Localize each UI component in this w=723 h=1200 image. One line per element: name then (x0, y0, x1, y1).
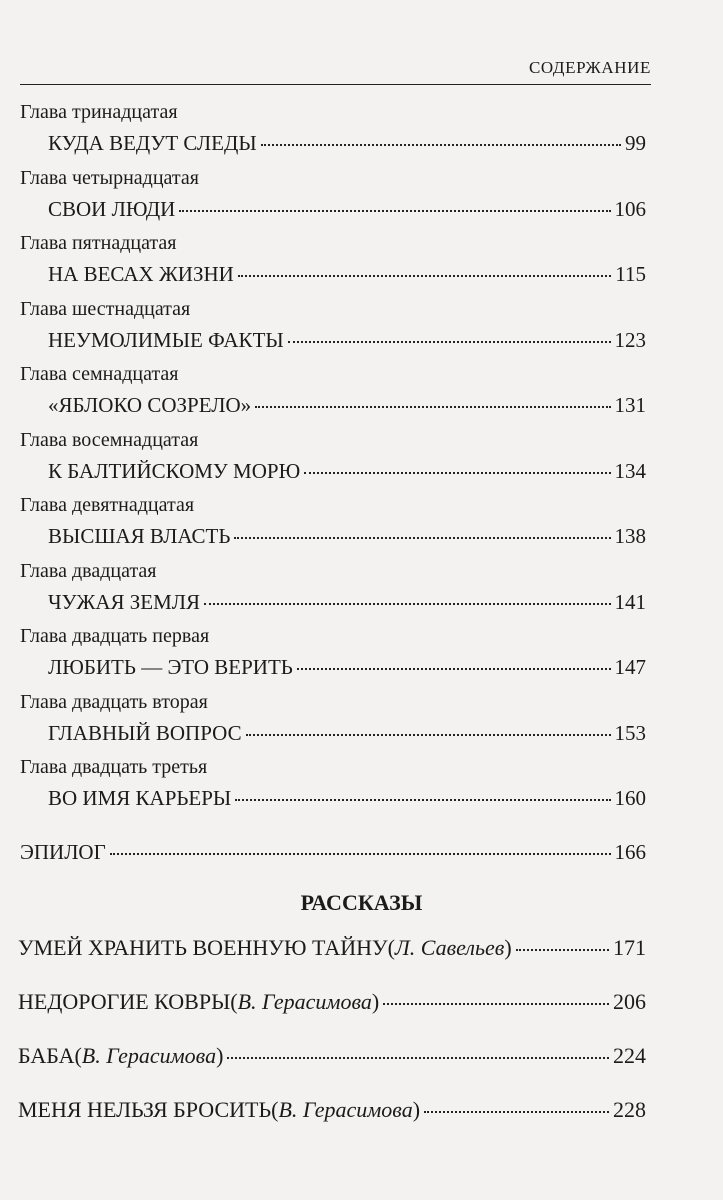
story-author: Л. Савельев (394, 934, 505, 960)
dot-leader (424, 1111, 609, 1113)
page-number: 147 (614, 655, 646, 679)
header-rule (20, 84, 651, 85)
dot-leader (383, 1003, 609, 1005)
dot-leader (234, 537, 610, 539)
chapter-title: ГЛАВНЫЙ ВОПРОС (48, 720, 242, 745)
toc-chapter (0, 755, 723, 821)
page-number: 171 (613, 934, 646, 960)
page-number: 131 (614, 393, 646, 417)
toc-entry (48, 196, 646, 222)
toc-entry (48, 327, 646, 353)
dot-leader (235, 799, 610, 801)
page-number: 224 (613, 1042, 646, 1068)
paren-close: ) (371, 988, 380, 1014)
story-title: БАБА (18, 1042, 75, 1068)
chapter-label: Глава семнадцатая (20, 363, 179, 385)
chapter-label: Глава девятнадцатая (20, 494, 195, 516)
toc-entry (20, 839, 646, 865)
toc-entry (48, 523, 646, 549)
chapter-label: Глава пятнадцатая (20, 232, 177, 254)
toc-chapter (0, 493, 723, 559)
dot-leader (297, 668, 611, 670)
toc-story (0, 929, 723, 983)
chapter-label: Глава двадцать третья (20, 756, 208, 778)
toc-entry (48, 589, 646, 615)
story-author: В. Герасимова (81, 1042, 217, 1068)
story-author: В. Герасимова (237, 988, 372, 1014)
dot-leader (227, 1057, 609, 1059)
page-number: 138 (614, 524, 646, 548)
toc-entry (48, 458, 646, 484)
toc-entry (18, 989, 646, 1015)
stories-heading: РАССКАЗЫ (300, 889, 423, 915)
paren-close: ) (216, 1042, 224, 1068)
dot-leader (238, 275, 611, 277)
chapter-label: Глава восемнадцатая (20, 428, 199, 451)
chapter-label: Глава двадцать вторая (20, 690, 208, 713)
page-number: 206 (613, 988, 646, 1014)
chapter-title: ЛЮБИТЬ — ЭТО ВЕРИТЬ (48, 655, 293, 679)
dot-leader (246, 734, 611, 736)
paren-close: ) (504, 934, 512, 960)
story-author: В. Герасимова (278, 1096, 413, 1122)
dot-leader (204, 603, 610, 605)
page-number: 123 (614, 327, 646, 352)
toc-chapter (0, 624, 723, 690)
paren-open: ( (387, 934, 395, 960)
toc-chapter (0, 166, 723, 232)
toc-entry (48, 785, 646, 811)
story-title: МЕНЯ НЕЛЬЗЯ БРОСИТЬ (18, 1096, 272, 1122)
chapter-title: ВО ИМЯ КАРЬЕРЫ (48, 786, 232, 810)
toc-chapter (0, 690, 723, 756)
chapter-title: СВОИ ЛЮДИ (48, 196, 176, 221)
story-title: НЕДОРОГИЕ КОВРЫ (18, 988, 231, 1014)
chapter-title: «ЯБЛОКО СОЗРЕЛО» (48, 393, 252, 417)
toc-entry (48, 130, 646, 156)
paren-close: ) (412, 1096, 421, 1122)
page-number: 228 (613, 1096, 646, 1122)
toc-entry (18, 1043, 646, 1069)
chapter-title: К БАЛТИЙСКОМУ МОРЮ (48, 458, 301, 483)
dot-leader (255, 406, 610, 408)
toc-chapter (0, 100, 723, 166)
toc-story (0, 1037, 723, 1091)
chapter-title: НЕУМОЛИМЫЕ ФАКТЫ (48, 327, 284, 352)
toc-entry (48, 261, 646, 287)
paren-open: ( (74, 1042, 82, 1068)
chapter-label: Глава двадцать первая (20, 625, 210, 647)
toc-chapter (0, 428, 723, 494)
toc-chapter (0, 362, 723, 428)
toc-entry (48, 654, 646, 680)
chapter-label: Глава тринадцатая (20, 101, 178, 123)
page-number: 160 (614, 786, 646, 810)
toc-entry (18, 1097, 646, 1123)
page-number: 153 (614, 720, 646, 745)
toc-chapter (0, 559, 723, 625)
dot-leader (179, 210, 610, 212)
dot-leader (516, 949, 609, 951)
page-number: 115 (615, 262, 646, 286)
dot-leader (288, 341, 611, 343)
dot-leader (304, 472, 610, 474)
toc-story (0, 983, 723, 1037)
toc-story (0, 1091, 723, 1145)
page-number: 99 (625, 131, 646, 155)
page-number: 134 (614, 458, 646, 483)
dot-leader (110, 853, 611, 855)
toc-entry (48, 392, 646, 418)
toc-epilogue (0, 825, 723, 877)
running-header: СОДЕРЖАНИЕ (528, 58, 651, 77)
chapter-title: НА ВЕСАХ ЖИЗНИ (48, 262, 234, 286)
paren-open: ( (230, 988, 238, 1014)
page-number: 106 (614, 196, 646, 221)
toc-entry (48, 720, 646, 746)
toc-chapter (0, 231, 723, 297)
story-title: УМЕЙ ХРАНИТЬ ВОЕННУЮ ТАЙНУ (18, 934, 388, 960)
paren-open: ( (271, 1096, 279, 1122)
chapter-label: Глава шестнадцатая (20, 297, 191, 320)
toc-chapter (0, 297, 723, 363)
epilogue-title: ЭПИЛОГ (20, 839, 106, 864)
chapter-title: ЧУЖАЯ ЗЕМЛЯ (48, 589, 201, 614)
chapter-label: Глава двадцатая (20, 559, 157, 582)
toc-entry (18, 935, 646, 961)
chapter-title: КУДА ВЕДУТ СЛЕДЫ (48, 131, 257, 155)
chapter-title: ВЫСШАЯ ВЛАСТЬ (48, 524, 231, 548)
page-number: 166 (614, 839, 646, 864)
page-number: 141 (614, 589, 646, 614)
chapter-label: Глава четырнадцатая (20, 166, 199, 189)
table-of-contents (0, 100, 723, 1145)
dot-leader (261, 144, 621, 146)
